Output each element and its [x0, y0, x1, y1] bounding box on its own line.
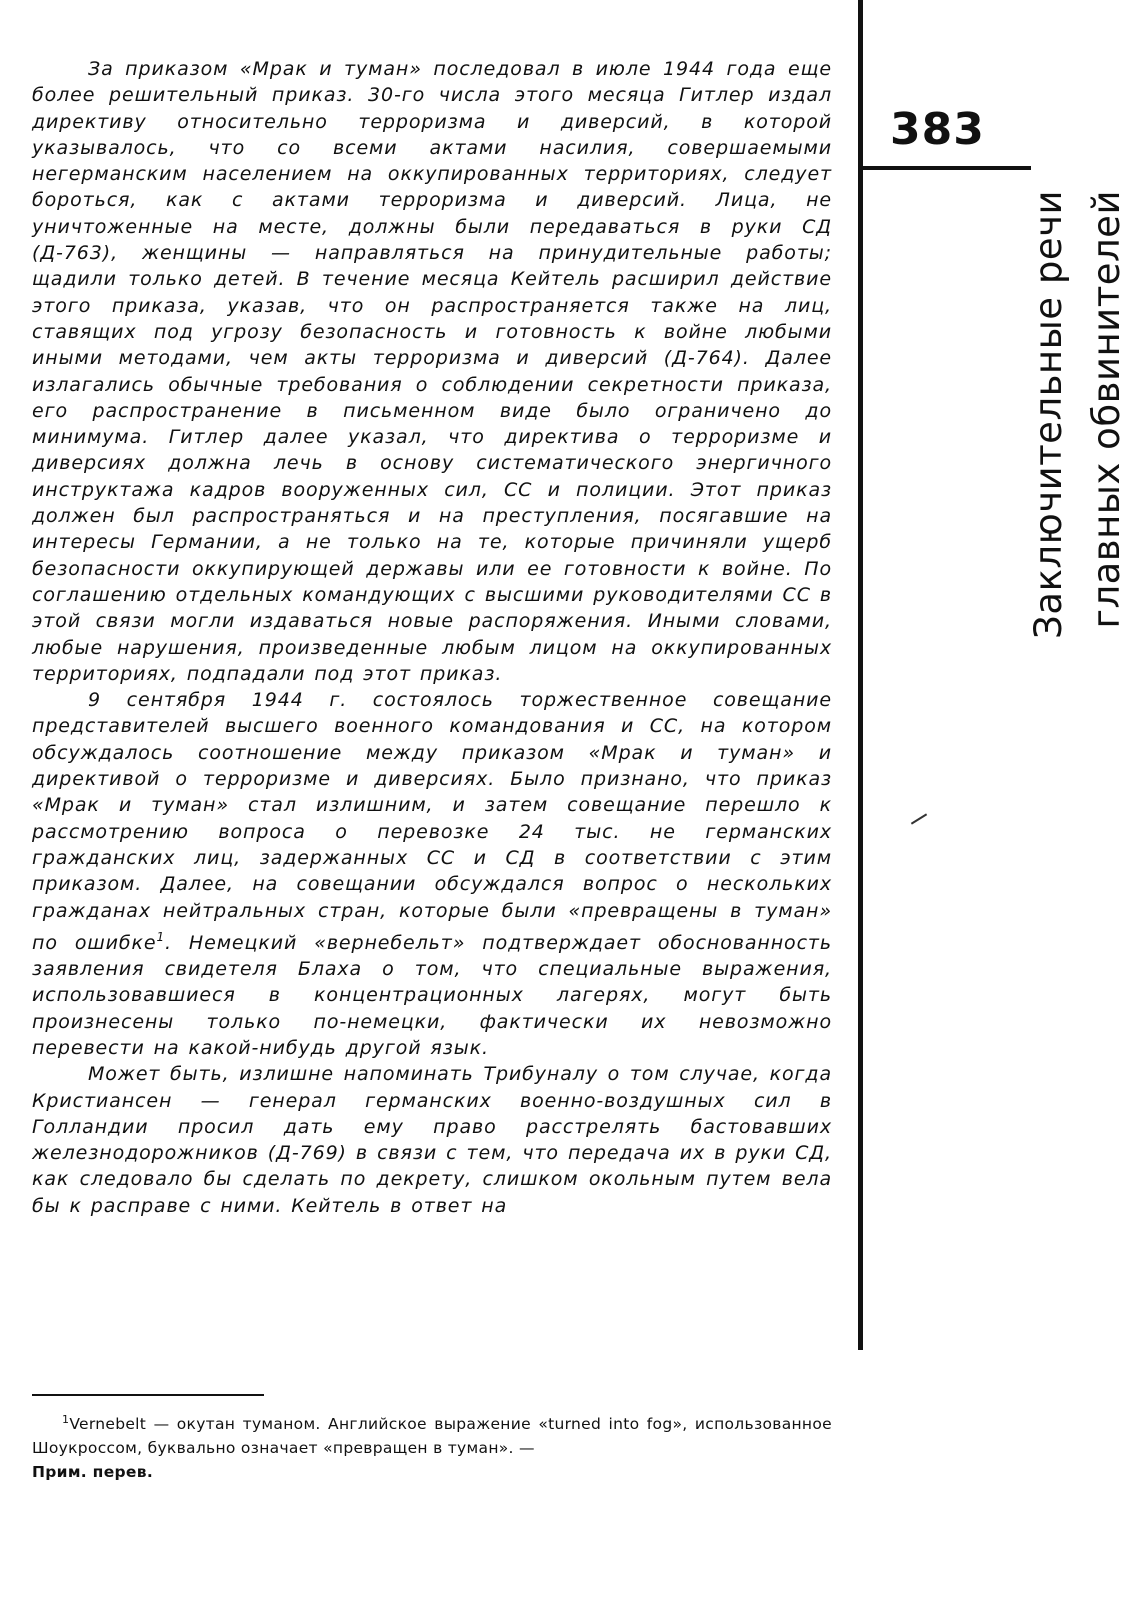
- paragraph-1: За приказом «Мрак и туман» последовал в июле 1944 года еще более решительный приказ. 30-го числа этого месяца Гитлер издал директиву относительно терроризма и диверсий, в которой указывалось, что со всеми актами насилия, совершаемыми негерманским населением на оккупированных территориях, следует бороться, как с актами терроризма и диверсий. Лица, не уничтоженные на месте, должны были передаваться в руки СД (Д-763), женщины — направляться на принудительные работы; щадили только детей. В течение месяца Кейтель расширил действие этого приказа, указав, что он распространяется также на лиц, ставящих под угрозу безопасность и готовность к войне любыми иными методами, чем акты терроризма и диверсий (Д-764). Далее излагались обычные требования о соблюдении секретности приказа, его распространение в письменном виде было ограничено до минимума. Гитлер далее указал, что директива о терроризме и диверсиях должна лечь в основу систематического энергичного инструктажа кадров вооруженных сил, СС и полиции. Этот приказ должен был распространяться и на преступления, посягавшие на интересы Германии, а не только на те, которые причиняли ущерб безопасности оккупирующей державы или ее готовности к войне. По соглашению отдельных командующих с высшими руководителями СС в этой связи могли издаваться новые распоряжения. Иными словами, любые нарушения, произведенные любым лицом на оккупированных территориях, подпадали под этот приказ.: [32, 58, 832, 685]
- running-title-line-2: главных обвинителей: [1085, 190, 1128, 629]
- running-title-line-1: Заключительные речи: [1027, 190, 1070, 639]
- paragraph-2: [32, 687, 832, 1061]
- stray-mark: [911, 813, 927, 824]
- footnote-text: Vernebelt — окутан туманом. Английское выражение «turned into fog», использованное Шоукроссом, буквально означает «превращен в туман». —: [32, 1415, 832, 1457]
- running-title: [1020, 190, 1136, 720]
- page-number: 383: [890, 104, 985, 155]
- paragraph-2-text: 9 сентября 1944 г. состоялось торжественное совещание представителей высшего военного командования и СС, на котором обсуждалось соотношение между приказом «Мрак и туман» и директивой о терроризме и диверсиях. Было признано, что приказ «Мрак и туман» стал излишним, и затем совещание перешло к рассмотрению вопроса о перевозке 24 тыс. не германских гражданских лиц, задержанных СС и СД в соответствии с этим приказом. Далее, на совещании обсуждался вопрос о нескольких гражданах нейтральных стран, которые были «превращены в туман» по ошибке: [32, 689, 832, 954]
- footnote-paragraph: [32, 1408, 832, 1484]
- paragraph-2-continuation: . Немецкий «вернебельт» подтверждает обоснованность заявления свидетеля Блаха о том, что специальные выражения, использовавшиеся в концентрационных лагерях, могут быть произнесены только по-немецки, фактически их невозможно перевести на какой-нибудь другой язык.: [32, 931, 832, 1059]
- footnote-rule: [32, 1394, 264, 1396]
- footnote: [32, 1408, 832, 1484]
- vertical-rule: [858, 0, 863, 1350]
- footnote-marker: 1: [62, 1413, 70, 1426]
- paragraph-3: Может быть, излишне напоминать Трибуналу о том случае, когда Кристиансен — генерал германских военно-воздушных сил в Голландии просил дать ему право расстрелять бастовавших железнодорожников (Д-769) в связи с тем, что передача их в руки СД, как следовало бы сделать по декрету, слишком окольным путем вела бы к расправе с ними. Кейтель в ответ на: [32, 1063, 832, 1217]
- main-text: [32, 56, 832, 1219]
- header-rule: [863, 166, 1031, 170]
- translator-note: Прим. перев.: [32, 1463, 154, 1481]
- footnote-reference[interactable]: 1: [156, 929, 166, 944]
